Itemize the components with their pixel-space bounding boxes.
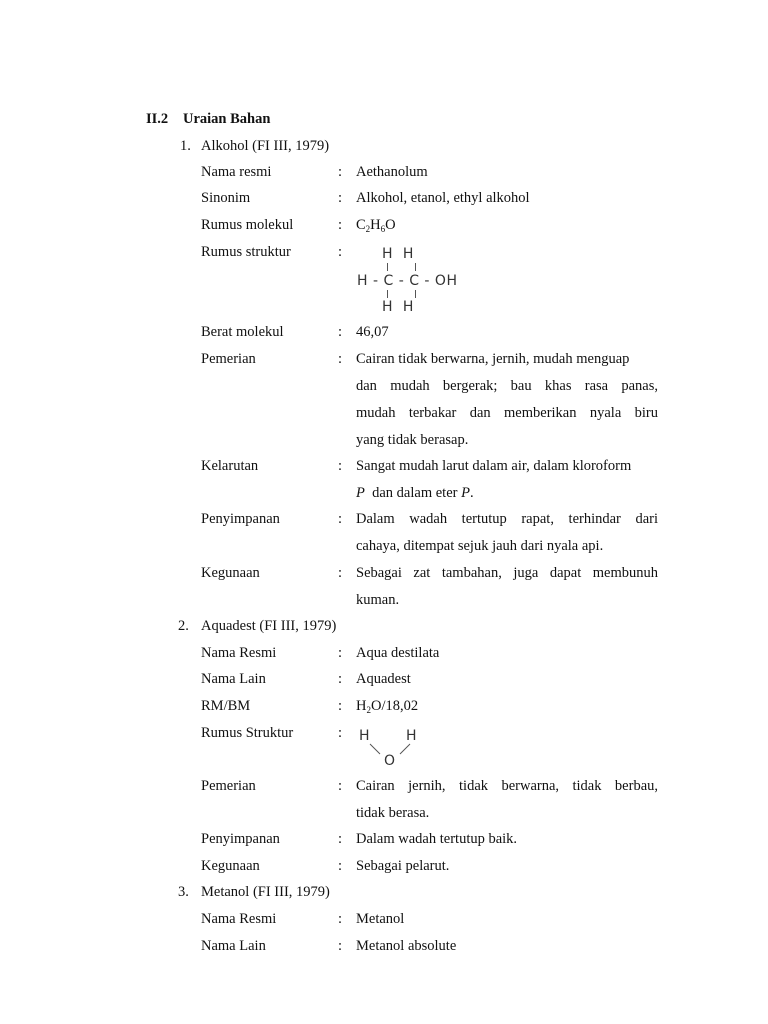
structure-o: O [384,753,396,769]
item-title: Alkohol (FI III, 1979) [201,138,330,154]
row-label: Rumus Struktur [201,725,294,741]
row-value-line: Cairan jernih, tidak berwarna, tidak berbau, [356,778,658,794]
row-value: Metanol [356,911,405,927]
row-value-line: kuman. [356,592,400,608]
item-number: 1. [180,138,191,154]
row-colon: : [338,778,343,794]
row-value-line: dan mudah bergerak; bau khas rasa panas, [356,378,658,394]
molecular-formula: $H_2O/18,02$ [356,698,419,715]
row-colon: : [338,911,343,927]
row-colon: : [338,565,343,581]
row-value-line: tidak berasa. [356,805,430,821]
row-label: Pemerian [201,351,256,367]
row-colon: : [338,511,343,527]
row-label: Penyimpanan [201,831,280,847]
row-colon: : [338,725,343,741]
row-colon: : [338,164,343,180]
item-number: 2. [178,618,189,634]
row-value: Aquadest [356,671,411,687]
row-colon: : [338,938,343,954]
row-value-line: cahaya, ditempat sejuk jauh dari nyala api. [356,538,604,554]
bond-line [387,290,388,298]
row-colon: : [338,324,343,340]
row-label: Berat molekul [201,324,284,340]
row-label: Nama Lain [201,938,266,954]
bond-line [415,290,416,298]
bond-line [415,263,416,271]
row-label: Nama Lain [201,671,266,687]
row-value: Dalam wadah tertutup baik. [356,831,518,847]
item-title: Metanol (FI III, 1979) [201,884,330,900]
row-colon: : [338,858,343,874]
row-value: Aethanolum [356,164,428,180]
row-label: Nama resmi [201,164,272,180]
row-colon: : [338,671,343,687]
structure-top-h: H H [382,246,414,262]
row-label: Sinonim [201,190,251,206]
row-value: 46,07 [356,324,389,340]
row-colon: : [338,217,343,233]
row-value-line: Dalam wadah tertutup rapat, terhindar dari [356,511,658,527]
row-colon: : [338,351,343,367]
row-label: Kegunaan [201,565,260,581]
row-value-line: Sangat mudah larut dalam air, dalam kloroform [356,458,632,474]
structure-main-chain: H - C - C - OH [357,273,458,289]
row-colon: : [338,458,343,474]
row-value: Metanol absolute [356,938,457,954]
row-value: Sebagai pelarut. [356,858,450,874]
row-value-line: mudah terbakar dan memberikan nyala biru [356,405,658,421]
structure-bottom-h: H H [382,299,414,315]
row-colon: : [338,831,343,847]
bond-line [387,263,388,271]
row-colon: : [338,698,343,714]
row-label: RM/BM [201,698,251,714]
row-label: Kelarutan [201,458,259,474]
structure-h-right: H [406,728,418,744]
molecular-formula: $C_2H_6O$ [356,217,396,234]
row-colon: : [338,645,343,661]
row-value-line: P dan dalam eter P. [356,485,474,501]
row-label: Rumus struktur [201,244,291,260]
row-label: Pemerian [201,778,256,794]
structure-h-left: H [359,728,371,744]
section-title: Uraian Bahan [183,111,271,127]
row-label: Kegunaan [201,858,260,874]
item-number: 3. [178,884,189,900]
row-colon: : [338,244,343,260]
row-colon: : [338,190,343,206]
row-label: Rumus molekul [201,217,294,233]
row-label: Penyimpanan [201,511,280,527]
row-label: Nama Resmi [201,645,277,661]
row-value: Aqua destilata [356,645,440,661]
row-value-line: Sebagai zat tambahan, juga dapat membunuh [356,565,658,581]
item-title: Aquadest (FI III, 1979) [201,618,337,634]
row-value-line: Cairan tidak berwarna, jernih, mudah menguap [356,351,630,367]
row-value: Alkohol, etanol, ethyl alkohol [356,190,530,206]
section-number: II.2 [146,111,169,127]
row-label: Nama Resmi [201,911,277,927]
row-value-line: yang tidak berasap. [356,432,469,448]
